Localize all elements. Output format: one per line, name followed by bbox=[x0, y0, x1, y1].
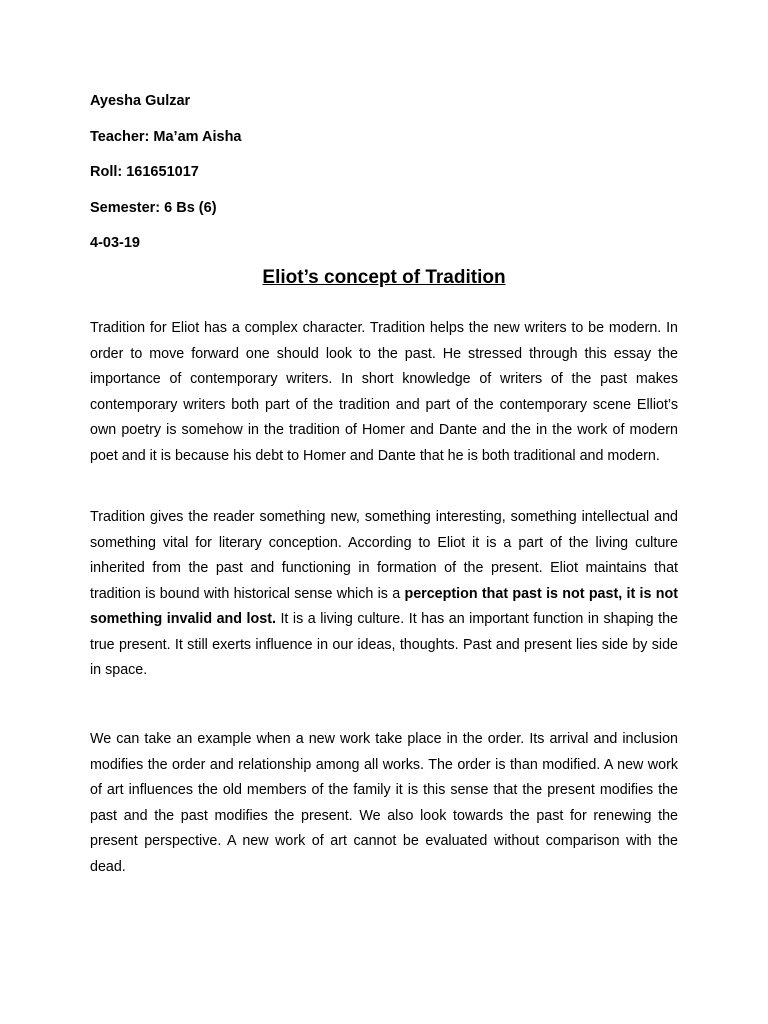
essay-title: Eliot’s concept of Tradition bbox=[262, 267, 506, 288]
paragraph-1: Tradition for Eliot has a complex character. Tradition helps the new writers to be modern. In order to move forward one should look to the past. He stressed through this essay the importance of contemporary writers. In short knowledge of writers of the past makes contemporary writers both part of the tradition and part of the contemporary scene Elliot’s own poetry is somehow in the tradition of Homer and Dante and the in the work of modern poet and it is because his debt to Homer and Dante that he is both traditional and modern. bbox=[90, 320, 678, 464]
date-line: 4-03-19 bbox=[90, 235, 140, 251]
paragraph-2-bold: perception that past is not past, it is not something invalid and lost. bbox=[90, 585, 678, 628]
teacher-line: Teacher: Ma’am Aisha bbox=[90, 128, 242, 145]
student-name: Ayesha Gulzar bbox=[90, 93, 191, 109]
paragraph-2-start: Tradition gives the reader something new, something interesting, something intellectual and something vital for literary conception. According to Eliot it is a part of the living culture inherited from the past and functioning in formation of the present. Eliot maintains that tradition is bound with historical sense which is a bbox=[90, 509, 678, 602]
paragraph-3: We can take an example when a new work take place in the order. Its arrival and inclusion modifies the order and relationship among all works. The order is than modified. A new work of art influences the old members of the family it is this sense that the present modifies the past and the past modifies the present. We also look towards the past for renewing the present perspective. A new work of art cannot be evaluated without comparison with the dead. bbox=[90, 731, 678, 875]
semester-line: Semester: 6 Bs (6) bbox=[90, 199, 217, 216]
paragraph-2-end: It is a living culture. It has an important function in shaping the true present. It still exerts influence in our ideas, thoughts. Past and present lies side by side in space. bbox=[90, 611, 678, 679]
roll-line: Roll: 161651017 bbox=[90, 164, 199, 180]
header-block bbox=[90, 92, 690, 270]
paragraph-2 bbox=[90, 505, 678, 684]
